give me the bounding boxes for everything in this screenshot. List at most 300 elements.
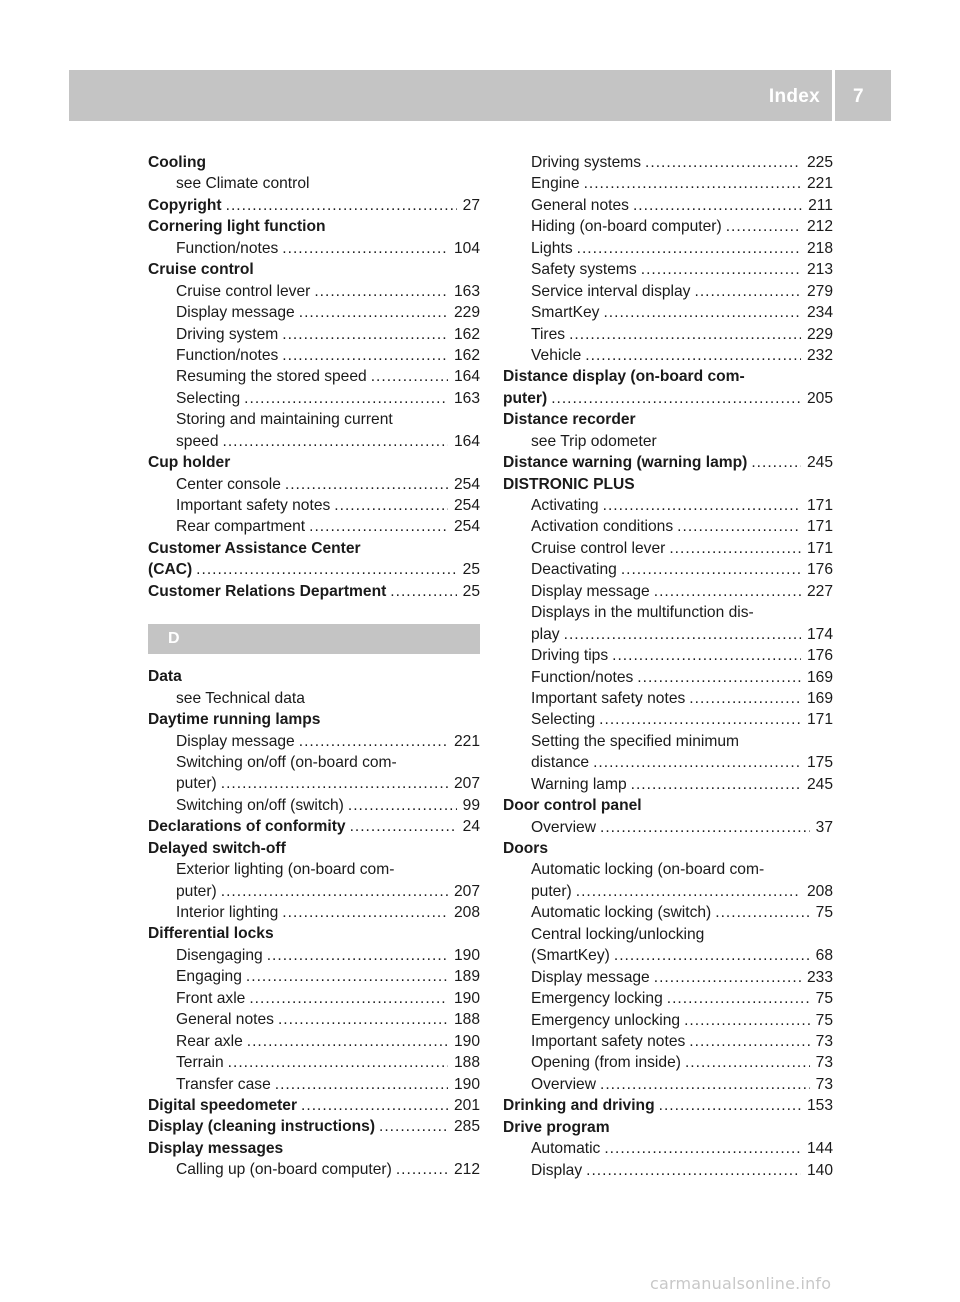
page-reference[interactable]: 75 <box>815 904 833 922</box>
page-reference[interactable]: 245 <box>806 775 833 793</box>
index-subentry[interactable] <box>503 216 833 237</box>
index-subentry[interactable] <box>148 366 480 387</box>
page-reference[interactable]: 208 <box>806 882 833 900</box>
page-reference[interactable]: 24 <box>462 818 480 836</box>
dot-leader <box>603 495 801 516</box>
page-reference[interactable]: 205 <box>806 389 833 407</box>
dot-leader <box>285 474 448 495</box>
index-subentry[interactable] <box>503 774 833 795</box>
index-subentry[interactable] <box>503 602 833 623</box>
page-reference[interactable]: 171 <box>806 711 833 729</box>
page-reference[interactable]: 104 <box>453 239 480 257</box>
page-reference[interactable]: 99 <box>462 796 480 814</box>
index-subentry[interactable] <box>148 773 480 794</box>
index-entry[interactable] <box>148 816 480 837</box>
entry-label: Front axle <box>176 989 246 1007</box>
entry-label: see Trip odometer <box>531 432 657 450</box>
dot-leader <box>196 559 456 580</box>
dot-leader <box>348 795 457 816</box>
index-subentry[interactable] <box>503 624 833 645</box>
page-reference[interactable]: 229 <box>806 325 833 343</box>
dot-leader <box>614 945 810 966</box>
entry-label: puter) <box>176 775 217 793</box>
page-reference[interactable]: 221 <box>806 175 833 193</box>
index-subentry[interactable] <box>503 967 833 988</box>
index-subentry[interactable] <box>503 152 833 173</box>
entry-label: Driving system <box>176 325 279 343</box>
dot-leader <box>600 1074 810 1095</box>
page-reference[interactable]: 174 <box>806 625 833 643</box>
entry-label: Cornering light function <box>148 218 326 236</box>
entry-label: Resuming the stored speed <box>176 368 367 386</box>
page-reference[interactable]: 163 <box>453 389 480 407</box>
index-subentry[interactable] <box>148 859 480 880</box>
index-subentry[interactable] <box>503 988 833 1009</box>
dot-leader <box>223 431 448 452</box>
index-subentry[interactable] <box>148 1159 480 1180</box>
index-subentry[interactable] <box>503 731 833 752</box>
index-entry[interactable] <box>148 1095 480 1116</box>
dot-leader <box>379 1116 448 1137</box>
index-subentry[interactable] <box>503 431 833 452</box>
dot-leader <box>247 1031 448 1052</box>
index-subentry[interactable] <box>503 859 833 880</box>
dot-leader <box>282 324 448 345</box>
entry-label: Display <box>531 1161 583 1179</box>
dot-leader <box>577 238 801 259</box>
entry-label: Door control panel <box>503 797 642 815</box>
page-reference[interactable]: 208 <box>453 904 480 921</box>
dot-leader <box>390 581 456 602</box>
entry-label: General notes <box>176 1011 274 1029</box>
entry-label: Customer Relations Department <box>148 582 387 600</box>
entry-label: Transfer case <box>176 1075 271 1093</box>
entry-label: Display messages <box>148 1139 284 1157</box>
entry-label: distance <box>531 754 590 772</box>
page-reference[interactable]: 176 <box>806 647 833 665</box>
dot-leader <box>593 752 801 773</box>
page-reference[interactable]: 212 <box>453 1161 480 1179</box>
index-subentry[interactable] <box>148 388 480 409</box>
page-reference[interactable]: 189 <box>453 968 480 986</box>
index-subentry[interactable] <box>148 688 480 709</box>
dot-leader <box>564 624 801 645</box>
index-subentry[interactable] <box>503 1031 833 1052</box>
index-entry[interactable] <box>148 581 480 602</box>
entry-label: Hiding (on-board computer) <box>531 218 722 236</box>
dot-leader <box>600 817 810 838</box>
index-entry[interactable] <box>148 1116 480 1137</box>
entry-label: Disengaging <box>176 946 263 964</box>
page-reference[interactable]: 234 <box>806 304 833 322</box>
entry-label: Delayed switch-off <box>148 839 286 857</box>
index-subentry[interactable] <box>148 238 480 259</box>
page-reference[interactable]: 211 <box>808 196 833 214</box>
index-entry[interactable] <box>503 388 833 409</box>
entry-label: Storing and maintaining current <box>176 411 393 429</box>
index-subentry[interactable] <box>503 817 833 838</box>
entry-label: Differential locks <box>148 925 274 943</box>
index-column-right <box>503 152 833 1181</box>
page-reference[interactable]: 75 <box>815 1011 833 1029</box>
index-subentry[interactable] <box>148 516 480 537</box>
page-reference[interactable]: 190 <box>453 989 480 1007</box>
index-subentry[interactable] <box>148 945 480 966</box>
entry-label: Activation conditions <box>531 518 674 536</box>
dot-leader <box>669 538 801 559</box>
page-reference[interactable]: 207 <box>453 882 480 900</box>
dot-leader <box>621 559 801 580</box>
index-subentry[interactable] <box>148 902 480 923</box>
entry-label: Data <box>148 668 182 686</box>
index-subentry[interactable] <box>148 988 480 1009</box>
entry-label: Switching on/off (switch) <box>176 796 344 814</box>
entry-label: Interior lighting <box>176 904 279 921</box>
index-subentry[interactable] <box>148 495 480 516</box>
entry-label: Exterior lighting (on-board com- <box>176 861 395 879</box>
index-subentry[interactable] <box>503 752 833 773</box>
page-reference[interactable]: 68 <box>815 947 833 965</box>
entry-label: (CAC) <box>148 561 193 579</box>
dot-leader <box>603 302 801 323</box>
index-subentry[interactable] <box>503 1010 833 1031</box>
entry-label: Center console <box>176 475 281 493</box>
entry-label: Function/notes <box>176 346 279 364</box>
entry-label: Automatic locking (switch) <box>531 904 712 922</box>
index-entry[interactable] <box>148 559 480 580</box>
index-subentry[interactable] <box>148 752 480 773</box>
dot-leader <box>685 1052 810 1073</box>
page-reference[interactable]: 190 <box>453 1075 480 1093</box>
index-subentry[interactable] <box>503 1074 833 1095</box>
entry-label: Emergency locking <box>531 990 663 1008</box>
dot-leader <box>584 173 801 194</box>
dot-leader <box>551 388 801 409</box>
index-subentry[interactable] <box>503 688 833 709</box>
index-subentry[interactable] <box>503 881 833 902</box>
entry-label: Drinking and driving <box>503 1097 655 1115</box>
page-reference[interactable]: 162 <box>453 325 480 343</box>
index-entry[interactable] <box>503 1095 833 1116</box>
entry-label: Function/notes <box>176 239 279 257</box>
index-entry[interactable] <box>148 838 480 859</box>
page-reference[interactable]: 233 <box>806 968 833 986</box>
page-reference[interactable]: 225 <box>806 154 833 171</box>
entry-label: Customer Assistance Center <box>148 539 361 557</box>
index-entry[interactable] <box>503 838 833 859</box>
page-reference[interactable]: 27 <box>462 196 480 214</box>
page-reference[interactable]: 254 <box>453 518 480 536</box>
entry-label: Selecting <box>531 711 596 729</box>
index-subentry[interactable] <box>148 324 480 345</box>
index-subentry[interactable] <box>503 495 833 516</box>
index-subentry[interactable] <box>503 259 833 280</box>
entry-label: Emergency unlocking <box>531 1011 681 1029</box>
page-reference[interactable]: 164 <box>453 432 480 450</box>
index-entry[interactable] <box>148 152 480 173</box>
page-reference[interactable]: 171 <box>806 497 833 514</box>
dot-leader <box>604 1138 801 1159</box>
entry-label: Overview <box>531 818 596 836</box>
page-reference[interactable]: 153 <box>806 1097 833 1115</box>
page-reference[interactable]: 201 <box>453 1096 480 1114</box>
entry-label: Central locking/unlocking <box>531 925 705 943</box>
dot-leader <box>631 774 801 795</box>
index-subentry[interactable] <box>148 966 480 987</box>
page-reference[interactable]: 175 <box>806 754 833 772</box>
dot-leader <box>751 452 801 473</box>
dot-leader <box>677 516 801 537</box>
page-reference[interactable]: 140 <box>806 1161 833 1179</box>
index-subentry[interactable] <box>503 516 833 537</box>
page-reference[interactable]: 171 <box>806 518 833 536</box>
index-entry[interactable] <box>148 1138 480 1159</box>
page-reference[interactable]: 37 <box>815 818 833 836</box>
dot-leader <box>612 645 801 666</box>
page-reference[interactable]: 212 <box>806 218 833 236</box>
dot-leader <box>371 366 448 387</box>
entry-label: Driving systems <box>531 154 642 171</box>
entry-label: Daytime running lamps <box>148 711 321 729</box>
index-subentry[interactable] <box>503 173 833 194</box>
index-subentry[interactable] <box>503 302 833 323</box>
entry-label: Cup holder <box>148 454 231 472</box>
dot-leader <box>282 902 448 923</box>
entry-label: Distance display (on-board com- <box>503 368 745 386</box>
index-subentry[interactable] <box>148 345 480 366</box>
index-subentry[interactable] <box>148 731 480 752</box>
index-subentry[interactable] <box>148 281 480 302</box>
entry-label: Cruise control lever <box>531 539 666 557</box>
index-subentry[interactable] <box>503 945 833 966</box>
index-column-left <box>148 152 480 1181</box>
entry-label: Important safety notes <box>176 497 331 514</box>
dot-leader <box>249 988 448 1009</box>
section-heading: D <box>148 624 480 654</box>
dot-leader <box>309 516 448 537</box>
index-subentry[interactable] <box>503 1160 833 1181</box>
index-entry[interactable] <box>503 474 833 495</box>
dot-leader <box>350 816 457 837</box>
page-reference[interactable]: 190 <box>453 1032 480 1050</box>
page-reference[interactable]: 213 <box>806 261 833 279</box>
dot-leader <box>689 1031 809 1052</box>
entry-label: General notes <box>531 196 629 214</box>
page-reference[interactable]: 163 <box>453 282 480 300</box>
entry-label: Distance recorder <box>503 411 636 429</box>
entry-label: Lights <box>531 239 573 257</box>
entry-label: Digital speedometer <box>148 1096 298 1114</box>
entry-label: Selecting <box>176 389 241 407</box>
dot-leader <box>645 152 801 173</box>
index-subentry[interactable] <box>503 559 833 580</box>
page-reference[interactable]: 73 <box>815 1032 833 1050</box>
header-separator <box>832 70 835 121</box>
entry-label: Cruise control <box>148 261 254 279</box>
index-subentry[interactable] <box>148 881 480 902</box>
index-subentry[interactable] <box>503 902 833 923</box>
page-reference[interactable]: 188 <box>453 1054 480 1072</box>
index-subentry[interactable] <box>148 302 480 323</box>
page-reference[interactable]: 279 <box>806 282 833 300</box>
index-subentry[interactable] <box>503 281 833 302</box>
entry-label: Declarations of conformity <box>148 818 346 836</box>
index-subentry[interactable] <box>148 795 480 816</box>
entry-label: DISTRONIC PLUS <box>503 475 635 493</box>
page-reference[interactable]: 75 <box>815 990 833 1008</box>
index-subentry[interactable] <box>148 1031 480 1052</box>
page-reference[interactable]: 232 <box>806 346 833 364</box>
entry-label: Rear compartment <box>176 518 306 536</box>
dot-leader <box>654 967 801 988</box>
page-reference[interactable]: 188 <box>453 1011 480 1029</box>
dot-leader <box>282 345 448 366</box>
dot-leader <box>282 238 448 259</box>
dot-leader <box>246 966 448 987</box>
entry-label: puter) <box>503 389 548 407</box>
index-subentry[interactable] <box>503 1052 833 1073</box>
entry-label: Drive program <box>503 1118 610 1136</box>
entry-label: Function/notes <box>531 668 634 686</box>
entry-label: Distance warning (warning lamp) <box>503 454 748 472</box>
index-subentry[interactable] <box>503 195 833 216</box>
entry-label: Setting the specified minimum <box>531 732 740 750</box>
entry-label: Engine <box>531 175 580 193</box>
entry-label: Vehicle <box>531 346 582 364</box>
dot-leader <box>278 1009 448 1030</box>
index-entry[interactable] <box>503 409 833 430</box>
index-entry[interactable] <box>503 1117 833 1138</box>
index-subentry[interactable] <box>503 581 833 602</box>
page-reference[interactable]: 190 <box>453 946 480 964</box>
page-reference[interactable]: 218 <box>806 239 833 257</box>
index-subentry[interactable] <box>148 431 480 452</box>
index-entry[interactable] <box>148 538 480 559</box>
dot-leader <box>633 195 802 216</box>
index-entry[interactable] <box>503 795 833 816</box>
page-reference[interactable]: 25 <box>462 561 480 579</box>
entry-label: Cruise control lever <box>176 282 311 300</box>
entry-label: Display message <box>176 304 295 322</box>
entry-label: Activating <box>531 497 599 514</box>
index-subentry[interactable] <box>503 645 833 666</box>
index-subentry[interactable] <box>503 709 833 730</box>
page-reference[interactable]: 221 <box>453 732 480 750</box>
entry-label: Important safety notes <box>531 689 686 707</box>
index-entry[interactable] <box>148 666 480 687</box>
dot-leader <box>314 281 448 302</box>
dot-leader <box>221 881 448 902</box>
page-reference[interactable]: 171 <box>806 539 833 557</box>
index-subentry[interactable] <box>148 173 480 194</box>
dot-leader <box>637 667 801 688</box>
entry-label: Switching on/off (on-board com- <box>176 753 397 771</box>
index-subentry[interactable] <box>503 538 833 559</box>
page-reference[interactable]: 169 <box>806 689 833 707</box>
index-entry[interactable] <box>148 709 480 730</box>
dot-leader <box>569 324 801 345</box>
entry-label: Warning lamp <box>531 775 627 793</box>
index-entry[interactable] <box>148 452 480 473</box>
page-reference[interactable]: 254 <box>453 497 480 514</box>
index-subentry[interactable] <box>503 1138 833 1159</box>
index-subentry[interactable] <box>503 924 833 945</box>
dot-leader <box>267 945 448 966</box>
index-entry[interactable] <box>148 923 480 944</box>
dot-leader <box>694 281 800 302</box>
page-reference[interactable]: 25 <box>462 582 480 600</box>
page-reference[interactable]: 162 <box>453 346 480 364</box>
index-entry[interactable] <box>148 216 480 237</box>
index-subentry[interactable] <box>503 238 833 259</box>
entry-label: Terrain <box>176 1054 224 1072</box>
page-reference[interactable]: 285 <box>453 1118 480 1136</box>
dot-leader <box>654 581 801 602</box>
entry-label: Driving tips <box>531 647 609 665</box>
page-reference[interactable]: 169 <box>806 668 833 686</box>
page-reference[interactable]: 229 <box>453 304 480 322</box>
index-subentry[interactable] <box>503 345 833 366</box>
page-number: 7 <box>853 86 864 107</box>
index-subentry[interactable] <box>148 409 480 430</box>
entry-label: Overview <box>531 1075 596 1093</box>
index-entry[interactable] <box>148 195 480 216</box>
index-subentry[interactable] <box>503 667 833 688</box>
page-reference[interactable]: 227 <box>806 582 833 600</box>
entry-label: Copyright <box>148 196 222 214</box>
page-reference[interactable]: 73 <box>815 1054 833 1072</box>
entry-label: speed <box>176 432 219 450</box>
index-subentry[interactable] <box>148 1074 480 1095</box>
dot-leader <box>586 1160 801 1181</box>
index-subentry[interactable] <box>148 474 480 495</box>
page-reference[interactable]: 73 <box>815 1075 833 1093</box>
page-reference[interactable]: 245 <box>806 454 833 472</box>
index-entry[interactable] <box>503 366 833 387</box>
index-entry[interactable] <box>503 452 833 473</box>
entry-label: see Climate control <box>176 175 310 193</box>
dot-leader <box>715 902 809 923</box>
dot-leader <box>334 495 448 516</box>
entry-label: (SmartKey) <box>531 947 610 965</box>
page-reference[interactable]: 144 <box>806 1140 833 1158</box>
page-reference[interactable]: 176 <box>806 561 833 579</box>
index-subentry[interactable] <box>148 1052 480 1073</box>
entry-label: play <box>531 625 560 643</box>
entry-label: Displays in the multifunction dis- <box>531 604 754 622</box>
page-reference[interactable]: 254 <box>453 475 480 493</box>
entry-label: Deactivating <box>531 561 617 579</box>
entry-label: Service interval display <box>531 282 691 300</box>
dot-leader <box>221 773 448 794</box>
dot-leader <box>396 1159 448 1180</box>
entry-label: Cooling <box>148 154 207 171</box>
index-subentry[interactable] <box>503 324 833 345</box>
entry-label: Tires <box>531 325 566 343</box>
index-entry[interactable] <box>148 259 480 280</box>
page-reference[interactable]: 207 <box>453 775 480 793</box>
dot-leader <box>299 302 448 323</box>
entry-label: Rear axle <box>176 1032 243 1050</box>
dot-leader <box>659 1095 801 1116</box>
page-title: Index <box>768 86 820 107</box>
entry-label: Opening (from inside) <box>531 1054 681 1072</box>
dot-leader <box>667 988 810 1009</box>
index-subentry[interactable] <box>148 1009 480 1030</box>
dot-leader <box>689 688 801 709</box>
entry-label: Display message <box>176 732 295 750</box>
page-reference[interactable]: 164 <box>453 368 480 386</box>
